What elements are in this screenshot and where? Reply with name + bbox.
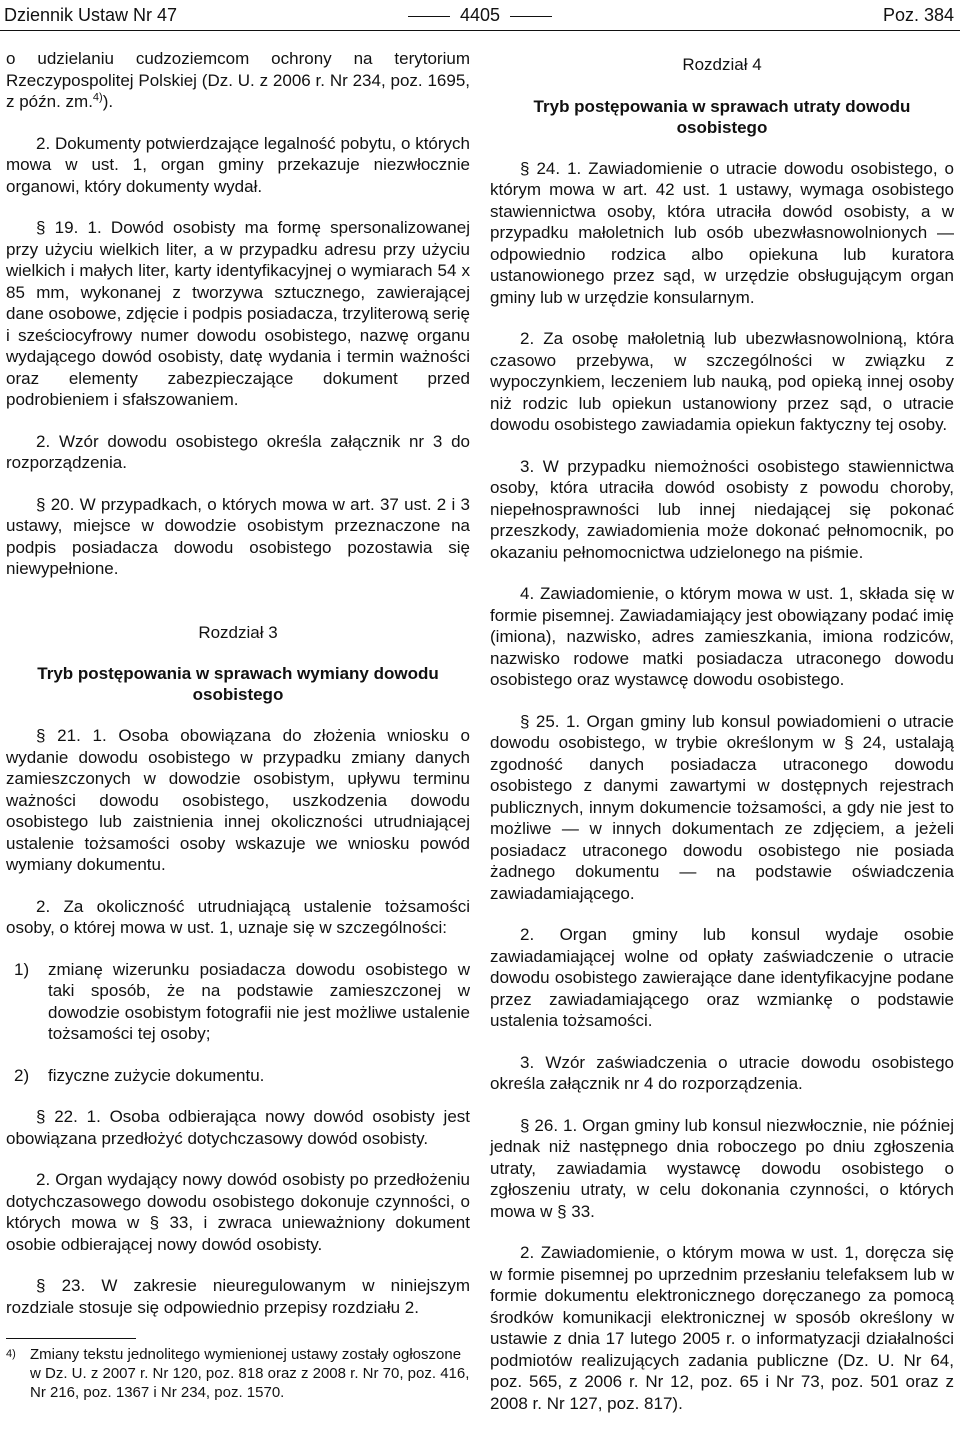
paragraph-text: o udzielaniu cudzoziemcom ochrony na terytorium Rzeczypospolitej Polskiej (Dz. U. z 2006 r. Nr 234, poz. 1695, z późn. zm. <box>6 49 470 111</box>
position-number: Poz. 384 <box>882 5 954 25</box>
left-column <box>6 48 470 1402</box>
paragraph-section-19: § 19. 1. Dowód osobisty ma formę spersonalizowanej przy użyciu wielkich liter, a w przypadku adresu przy użyciu wielkich i małych liter, karty identyfikacyjnej o wymiarach 54 x 85 mm, wykonanej z tworzywa sztucznego, zawierającej dane osobowe, zdjęcie i podpis posiadacza, trzyliterową serię i sześciocyfrowy numer dowodu osobistego, nazwę organu wydającego dowód osobisty, datę wydania i termin ważności oraz elementy zabezpieczające dokument przed podrobieniem i sfałszowaniem. <box>6 218 470 409</box>
right-column <box>490 48 954 1434</box>
dash-right <box>510 16 552 17</box>
paragraph-section-26: § 26. 1. Organ gminy lub konsul niezwłocznie, nie później jednak niż następnego dnia roboczego po dniu zgłoszenia utraty, zawiadamia wystawcę dowodu osobistego o zgłoszeniu utraty, w celu dokonania czynności, o których mowa w § 33. <box>490 1115 954 1221</box>
footnote-text: Zmiany tekstu jednolitego wymienionej ustawy zostały ogłoszone w Dz. U. z 2007 r. Nr 120, poz. 818 oraz z 2008 r. Nr 70, poz. 416, Nr 216, poz. 1367 i Nr 234, poz. 1570. <box>30 1346 470 1401</box>
paragraph: 2. Wzór dowodu osobistego określa załącznik nr 3 do rozporządzenia. <box>6 431 470 472</box>
chapter-label: Rozdział 3 <box>198 622 278 642</box>
page-number <box>0 4 960 26</box>
page-number-text: 4405 <box>459 5 501 25</box>
footnote-rule <box>6 1338 136 1339</box>
list-item <box>14 1065 470 1087</box>
list-number: 1) <box>14 959 30 979</box>
header-rule <box>0 30 960 31</box>
paragraph: 4. Zawiadomienie, o którym mowa w ust. 1, składa się w formie pisemnej. Zawiadamiający jest obowiązany podać imię (imiona), nazwisko, adres zamieszkania, imiona rodziców, nazwisko rodowe matki posiadacza utraconego dowodu osobistego oraz wystawcę dowodu osobistego. <box>490 584 954 689</box>
dash-left <box>408 16 450 17</box>
list-text: zmianę wizerunku posiadacza dowodu osobistego w taki sposób, że na podstawie zamieszczonej w dowodzie osobistym fotografii nie jest możliwe ustalenie tożsamości tej osoby; <box>48 959 470 1043</box>
paragraph: 3. W przypadku niemożności osobistego stawiennictwa osoby, która utraciła dowód osobisty z powodu choroby, niepełnosprawności lub innej niedającej się pokonać przeszkody, zawiadomienia może dokonać pełnomocnik, po okazaniu pełnomocnictwa udzielonego na piśmie. <box>490 456 954 562</box>
list-item <box>14 959 470 1045</box>
paragraph-section-25: § 25. 1. Organ gminy lub konsul powiadomieni o utracie dowodu osobistego, w trybie określonym w § 24, ustalają zgodność danych posiadacza utraconego dowodu osobistego z danymi zawartymi w dostępnych rejestrach publicznych, innym dokumencie tożsamości, a gdy nie jest to możliwe — w innych dokumentach ze zdjęciem, a jeżeli posiadacz utraconego dowodu osobistego nie posiada żadnego dokumentu — na podstawie oświadczenia zawiadamiającego. <box>490 711 954 903</box>
footnote <box>6 1345 470 1402</box>
paragraph: 2. Za osobę małoletnią lub ubezwłasnowolnioną, która czasowo przebywa, w szczególności w związku z wypoczynkiem, leczeniem lub nauką, pod opieką innej osoby niż rodzic lub opiekun ustanowiony przez sąd, o utracie dowodu osobistego zawiadamia opiekun faktyczny tej osoby. <box>490 329 954 434</box>
paragraph-section-20: § 20. W przypadkach, o których mowa w art. 37 ust. 2 i 3 ustawy, miejsce w dowodzie osobistym przeznaczone na podpis posiadacza dowodu osobistego pozostawia się niewypełnione. <box>6 494 470 578</box>
list-number: 2) <box>14 1065 30 1085</box>
paragraph <box>6 48 470 113</box>
paragraph-section-24: § 24. 1. Zawiadomienie o utracie dowodu osobistego, o którym mowa w art. 42 ust. 1 ustawy, wymaga osobistego stawiennictwa osoby, która utraciła dowód osobisty, a w przypadku małoletnich lub osób ubezwłasnowolnionych — odpowiednio rodzica albo opiekuna lub kuratora ustanowionego przez sąd, w urzędzie obsługującym organ gminy lub w urzędzie konsularnym. <box>490 158 954 307</box>
paragraph: 2. Za okoliczność utrudniającą ustalenie tożsamości osoby, o której mowa w ust. 1, uznaje się w szczególności: <box>6 896 470 937</box>
paragraph-section-21: § 21. 1. Osoba obowiązana do złożenia wniosku o wydanie dowodu osobistego w przypadku zmiany danych zamieszczonych w dowodzie osobistym, upływu terminu ważności dowodu osobistego, uszkodzenia dowodu osobistego lub zaistnienia innej okoliczności utrudniającej ustalenie tożsamości osoby wskazuje we wniosku powód wymiany dokumentu. <box>6 726 470 874</box>
paragraph-section-22: § 22. 1. Osoba odbierająca nowy dowód osobisty jest obowiązana przedłożyć dotychczasowy dowód osobisty. <box>6 1107 470 1148</box>
list-text: fizyczne zużycie dokumentu. <box>48 1065 265 1085</box>
paragraph: 2. Organ wydający nowy dowód osobisty po przedłożeniu dotychczasowego dowodu osobistego dokonuje czynności, o których mowa w § 33, i zwraca unieważniony dokument osobie odbierającej nowy dowód osobisty. <box>6 1170 470 1254</box>
chapter-label: Rozdział 4 <box>682 55 762 74</box>
chapter-title: Tryb postępowania w sprawach utraty dowodu osobistego <box>533 96 911 137</box>
paragraph: 2. Organ gminy lub konsul wydaje osobie zawiadamiającej wolne od opłaty zaświadczenie o utracie dowodu osobistego zawierające dane identyfikacyjne podane przez zawiadamiającego oraz wzmiankę o podstawie ustalenia tożsamości. <box>490 925 954 1030</box>
journal-title: Dziennik Ustaw Nr 47 <box>4 5 178 25</box>
chapter-title: Tryb postępowania w sprawach wymiany dowodu osobistego <box>37 664 439 704</box>
paragraph: 3. Wzór zaświadczenia o utracie dowodu osobistego określa załącznik nr 4 do rozporządzenia. <box>490 1052 954 1093</box>
paragraph-end: ). <box>102 92 114 111</box>
paragraph: 2. Zawiadomienie, o którym mowa w ust. 1, doręcza się w formie pisemnej po uprzednim przesłaniu telefaksem lub w formie dokumentu elektronicznego doręczanego za pomocą środków komunikacji elektronicznej w sposób określony w ustawie z dnia 17 lutego 2005 r. o informatyzacji działalności podmiotów realizujących zadania publiczne (Dz. U. Nr 64, poz. 565, z 2006 r. Nr 12, poz. 65 i Nr 73, poz. 501 oraz z 2008 r. Nr 127, poz. 817). <box>490 1243 954 1413</box>
page-header <box>0 4 960 34</box>
paragraph-section-23: § 23. W zakresie nieuregulowanym w niniejszym rozdziale stosuje się odpowiednio przepisy rozdziału 2. <box>6 1276 470 1317</box>
paragraph: 2. Dokumenty potwierdzające legalność pobytu, o których mowa w ust. 1, organ gminy przekazuje niezwłocznie organowi, który dokumenty wydał. <box>6 133 470 196</box>
footnote-ref: 4) <box>92 91 103 104</box>
footnote-mark: 4) <box>6 1348 16 1360</box>
